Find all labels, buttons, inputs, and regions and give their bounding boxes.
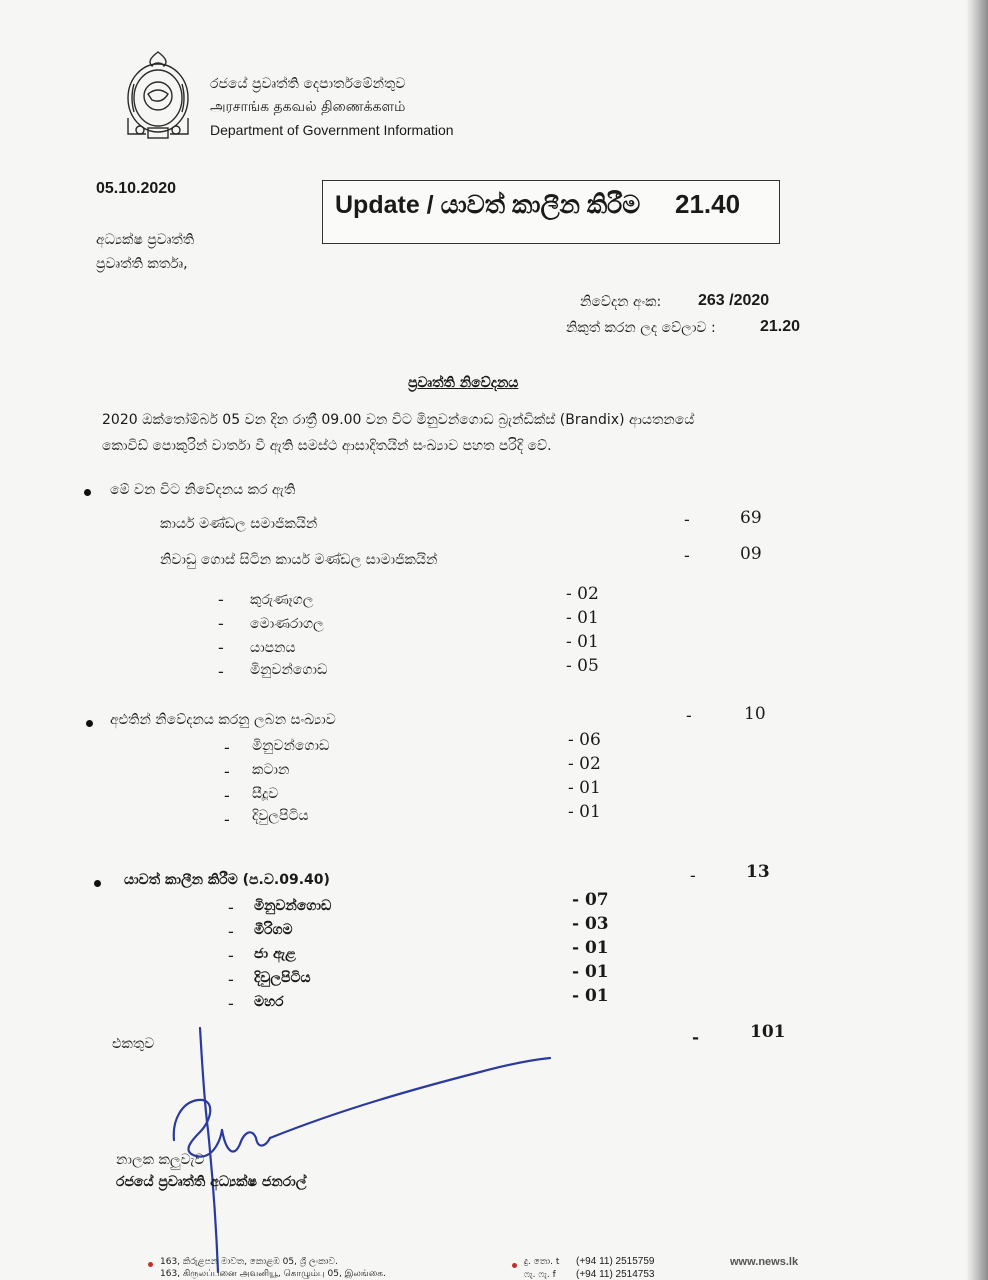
s1-item-value: - 01: [566, 608, 599, 628]
update-label: Update / යාවත් කාලීන කිරීම: [335, 191, 641, 219]
s3-item-name: මීරිගම: [254, 922, 293, 938]
s2-item-value: - 06: [568, 730, 601, 750]
s3-item-dash: -: [228, 994, 234, 1014]
total-label: එකතුව: [112, 1036, 155, 1052]
signatory-title: රජයේ ප්‍රවෘත්ති අධ්‍යක්ෂ ජනරාල්: [116, 1174, 307, 1190]
document-date: 05.10.2020: [96, 180, 177, 197]
notice-number: 263 /2020: [698, 292, 770, 309]
s3-item-value: - 07: [572, 890, 609, 910]
page-edge-shadow: [966, 0, 988, 1280]
staff-on-leave-value: 09: [740, 544, 762, 564]
footer-address-2: 163, கிருலப்பனை அவனியூ, கொழும்பு 05, இலங்கை.: [160, 1269, 386, 1279]
staff-on-leave-label: නිවාඩු ගොස් සිටින කාර්ය මණ්ඩල සාමාජිකයින්: [160, 552, 438, 568]
s2-item-name: සීදූව: [252, 786, 279, 802]
s3-item-dash: -: [228, 970, 234, 990]
s2-item-dash: -: [224, 762, 230, 782]
s1-item-name: මිනුවන්ගොඩ: [250, 662, 328, 678]
section-3-dash: -: [690, 866, 696, 886]
footer-address-bullet-icon: [148, 1262, 153, 1267]
s3-item-dash: -: [228, 922, 234, 942]
footer-tel-label: දු. තො. t: [524, 1257, 560, 1267]
national-emblem-icon: [118, 48, 198, 144]
s1-item-name: මොණරාගල: [250, 616, 324, 632]
footer-fax-label: ෆැ. ෆැ. f: [524, 1270, 556, 1280]
s3-item-value: - 03: [572, 914, 609, 934]
s1-item-value: - 05: [566, 656, 599, 676]
s2-item-dash: -: [224, 738, 230, 758]
s1-item-dash: -: [218, 638, 224, 658]
bullet-section-1: [84, 489, 91, 496]
signatory-name: නාලක කලුවැව: [116, 1152, 205, 1168]
s1-item-dash: -: [218, 614, 224, 634]
footer-address-1: 163, කිරුළපන මාවත, කොළඹ 05, ශ්‍රී ලංකාව.: [160, 1257, 338, 1267]
s1-item-name: කුරුණෑගල: [250, 592, 314, 608]
addressee-2: ප්‍රවෘත්ති කර්තෘ,: [96, 256, 188, 272]
s2-item-value: - 01: [568, 802, 601, 822]
dept-name-english: Department of Government Information: [210, 122, 454, 138]
s2-item-dash: -: [224, 810, 230, 830]
update-box: [322, 180, 780, 244]
s2-item-name: කටාන: [252, 762, 290, 778]
s3-item-dash: -: [228, 898, 234, 918]
s1-item-dash: -: [218, 590, 224, 610]
staff-members-label: කාර්ය මණ්ඩල සමාජිකයින්: [160, 516, 318, 532]
dept-name-tamil: அரசாங்க தகவல் திணைக்களம்: [210, 99, 406, 115]
notice-number-label: නිවේදන අංක:: [580, 294, 662, 310]
s3-item-name: මිනුවන්ගොඩ: [254, 898, 332, 914]
dept-name-sinhala: රජයේ ප්‍රවෘත්ති දෙපාර්තමේන්තුව: [210, 76, 406, 92]
s2-item-name: දිවුලපිටිය: [252, 808, 309, 824]
s2-item-value: - 01: [568, 778, 601, 798]
s2-item-name: මිනුවන්ගොඩ: [252, 738, 330, 754]
release-time-label: නිකුත් කරන ලද වේලාව :: [566, 320, 716, 336]
bullet-section-2: [86, 720, 93, 727]
staff-members-dash: -: [684, 510, 690, 530]
press-release-title: ප්‍රවෘත්ති නිවේදනය: [408, 375, 519, 391]
update-time: 21.40: [675, 189, 741, 219]
s3-item-dash: -: [228, 946, 234, 966]
section-2-total: 10: [744, 704, 766, 724]
s3-item-name: ජා ඇළ: [254, 946, 296, 962]
footer-fax: (+94 11) 2514753: [576, 1269, 655, 1280]
section-1-heading: මේ වන විට නිවේදනය කර ඇති: [110, 482, 296, 498]
total-dash: -: [692, 1028, 700, 1048]
s1-item-dash: -: [218, 662, 224, 682]
addressee-1: අධ්‍යක්ෂ ප්‍රවෘත්ති: [96, 232, 195, 248]
s3-item-value: - 01: [572, 986, 609, 1006]
s3-item-value: - 01: [572, 962, 609, 982]
intro-line-1: 2020 ඔක්තෝම්බර් 05 වන දින රාත්‍රී 09.00 වන විට මිනුවන්ගොඩ බ්‍රැන්ඩික්ස් (Brandix) ආයතනයේ: [102, 412, 695, 428]
s2-item-dash: -: [224, 786, 230, 806]
s1-item-name: යාපනය: [250, 640, 296, 656]
s3-item-value: - 01: [572, 938, 609, 958]
staff-members-value: 69: [740, 508, 762, 528]
release-time: 21.20: [760, 318, 801, 335]
s3-item-name: දිවුලපිටිය: [254, 970, 311, 986]
s1-item-value: - 01: [566, 632, 599, 652]
s2-item-value: - 02: [568, 754, 601, 774]
section-3-total: 13: [746, 862, 770, 882]
section-2-dash: -: [686, 706, 692, 726]
total-value: 101: [750, 1022, 786, 1042]
footer-tel-bullet-icon: [512, 1263, 517, 1268]
section-2-heading: අළුතින් නිවේදනය කරනු ලබන සංඛ්‍යාව: [110, 712, 336, 728]
s1-item-value: - 02: [566, 584, 599, 604]
footer-tel: (+94 11) 2515759: [576, 1256, 655, 1267]
staff-on-leave-dash: -: [684, 546, 690, 566]
footer-website: www.news.lk: [730, 1256, 799, 1268]
signature-icon: [160, 1020, 680, 1280]
section-3-heading: යාවත් කාලීන කිරීම (ප.ව.09.40): [124, 872, 330, 888]
s3-item-name: මහර: [254, 994, 284, 1010]
intro-line-2: කොවිඩ් පොකුරින් වාර්තා වී ඇති සමස්ථ ආසාදිතයින් සංඛ්‍යාව පහත පරිදි වේ.: [102, 438, 552, 454]
bullet-section-3: [94, 880, 101, 887]
